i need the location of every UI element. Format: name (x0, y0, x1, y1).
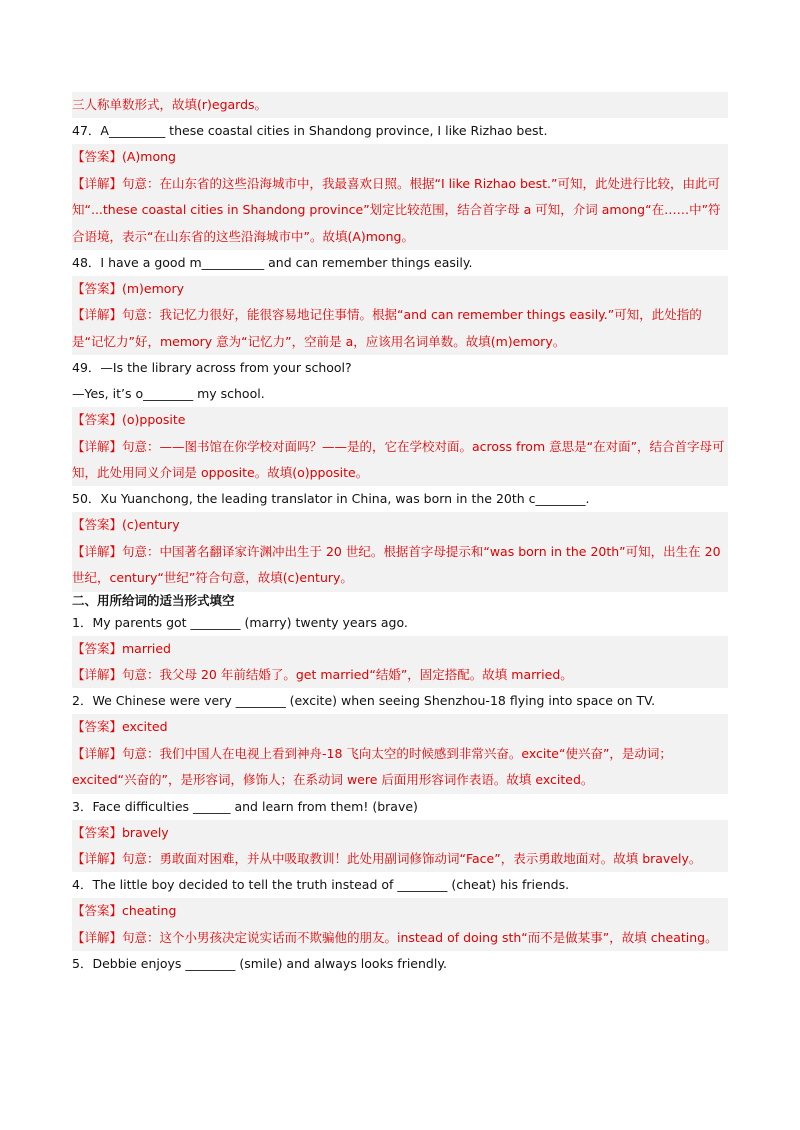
question-s2-5: 5．Debbie enjoys ________ (smile) and always looks friendly. (72, 956, 447, 972)
answer-48: 【答案】(m)emory (72, 281, 184, 296)
question-s2-3: 3．Face difficulties ______ and learn from them! (brave) (72, 798, 418, 814)
detail-s2-1: 【详解】句意：我父母 20 年前结婚了。get married“结婚”，固定搭配。故填 married。 (72, 667, 573, 682)
detail-text: 三人称单数形式，故填(r)egards。 (72, 97, 268, 112)
answer-49: 【答案】(o)pposite (72, 412, 186, 428)
answer-box-s2-1 (72, 636, 728, 689)
detail-s2-4: 【详解】句意：这个小男孩决定说实话而不欺骗他的朋友。instead of doing sth“而不是做某事”，故填 cheating。 (72, 929, 718, 945)
answer-s2-3: 【答案】bravely (72, 824, 169, 840)
answer-box-49 (72, 407, 728, 486)
question-s2-4: 4．The little boy decided to tell the truth instead of ________ (cheat) his friends. (72, 877, 570, 893)
detail-s2-3: 【详解】句意：勇敢面对困难，并从中吸取教训！此处用副词修饰动词“Face”，表示勇敢地面对。故填 bravely。 (72, 851, 702, 866)
answer-s2-4: 【答案】cheating (72, 903, 177, 919)
question-49-line-1: 49．—Is the library across from your school? (72, 360, 352, 376)
detail-47: 【详解】句意：在山东省的这些沿海城市中，我最喜欢日照。根据“I like Rizhao best.”可知，此处进行比较，由此可知“...these coastal cities in Shandong province”划定比较范围，结合首字母 a 可知，介词 among“在……中”符合语境，表示“在山东省的这些沿海城市中”。故填(A)mong。 (72, 175, 721, 244)
question-48: 48．I have a good m__________ and can remember things easily. (72, 255, 473, 270)
detail-48: 【详解】句意：我记忆力很好，能很容易地记住事情。根据“and can remember things easily.”可知，此处指的是“记忆力”好，memory 意为“记忆力”，空前是 a，应该用名词单数。故填(m)emory。 (72, 307, 702, 349)
prev-detail-tail (72, 92, 728, 118)
answer-50: 【答案】(c)entury (72, 517, 180, 533)
answer-box-50 (72, 512, 728, 591)
question-47: 47．A_________ these coastal cities in Shandong province, I like Rizhao best. (72, 123, 548, 139)
document-page (72, 92, 728, 977)
answer-box-s2-4 (72, 898, 728, 951)
answer-s2-2: 【答案】excited (72, 719, 168, 735)
answer-box-s2-3 (72, 820, 728, 873)
detail-s2-2: 【详解】句意：我们中国人在电视上看到神舟-18 飞向太空的时候感到非常兴奋。excite“使兴奋”，是动词；excited“兴奋的”，是形容词，修饰人；在系动词 were 后面用形容词作表语。故填 excited。 (72, 745, 672, 788)
answer-box-47 (72, 144, 728, 250)
answer-box-s2-2 (72, 714, 728, 793)
detail-50: 【详解】句意：中国著名翻译家许渊冲出生于 20 世纪。根据首字母提示和“was born in the 20th”可知，出生在 20 世纪，century“世纪”符合句意，故填(c)entury。 (72, 543, 721, 586)
answer-47: 【答案】(A)mong (72, 149, 176, 165)
question-49-line-2: —Yes, it’s o________ my school. (72, 386, 265, 402)
question-s2-1: 1．My parents got ________ (marry) twenty years ago. (72, 614, 408, 630)
question-s2-2: 2．We Chinese were very ________ (excite) when seeing Shenzhou-18 flying into space on TV. (72, 693, 656, 709)
question-50: 50．Xu Yuanchong, the leading translator in China, was born in the 20th c________. (72, 491, 590, 507)
answer-s2-1: 【答案】married (72, 640, 171, 656)
answer-box-48 (72, 276, 728, 355)
detail-49: 【详解】句意：——图书馆在你学校对面吗？——是的，它在学校对面。across from 意思是“在对面”，结合首字母可知，此处用同义介词是 opposite。故填(o)pposite。 (72, 438, 725, 480)
section-title: 二、用所给词的适当形式填空 (72, 592, 235, 608)
